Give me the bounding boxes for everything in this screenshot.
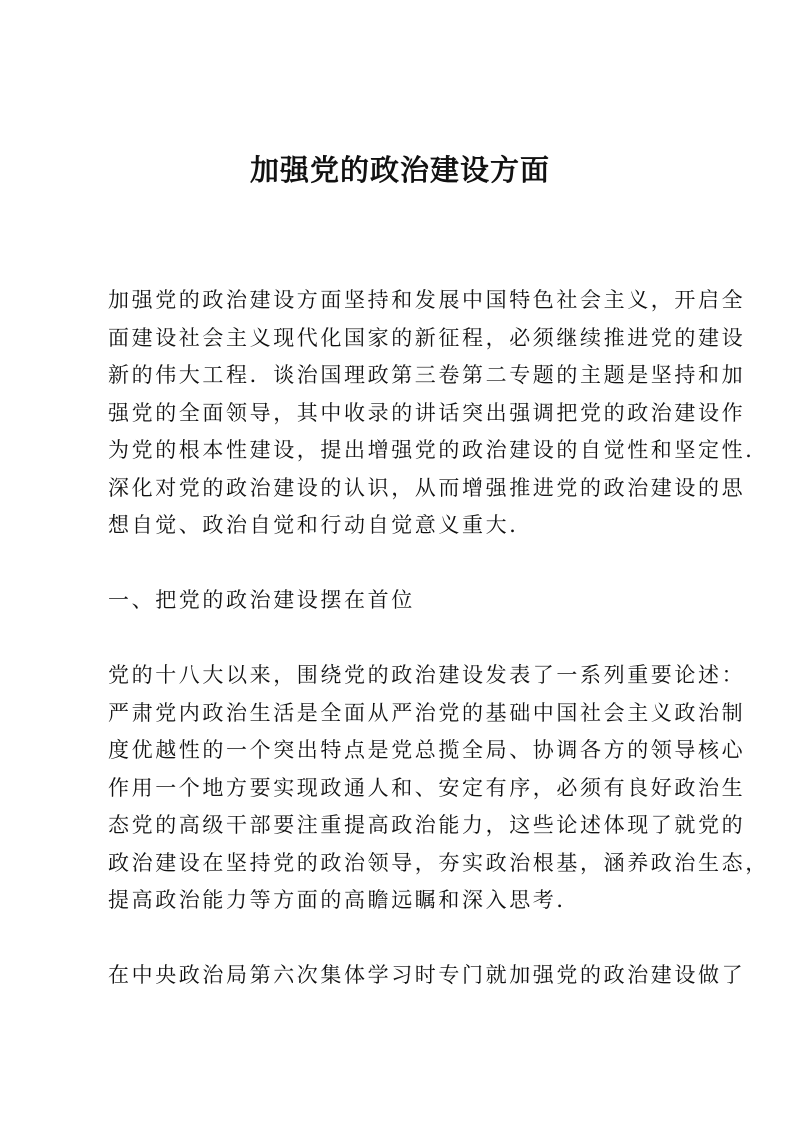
paragraph-line: 严肃党内政治生活是全面从严治党的基础中国社会主义政治制 [108, 700, 746, 725]
paragraph-line: 新的伟大工程．谈治国理政第三卷第二专题的主题是坚持和加 [108, 363, 746, 387]
paragraph-line: 态党的高级干部要注重提高政治能力，这些论述体现了就党的 [108, 813, 746, 837]
paragraph-line: 为党的根本性建设，提出增强党的政治建设的自觉性和坚定性． [108, 438, 769, 462]
paragraph-line: 在中央政治局第六次集体学习时专门就加强党的政治建设做了 [108, 963, 746, 987]
paragraph-line: 政治建设在坚持党的政治领导，夯实政治根基，涵养政治生态， [108, 850, 769, 875]
paragraph-line: 想自觉、政治自觉和行动自觉意义重大． [108, 513, 533, 537]
body-paragraph [108, 657, 769, 920]
paragraph-line: 党的十八大以来，围绕党的政治建设发表了一系列重要论述： [108, 663, 746, 687]
body-paragraph [108, 957, 746, 995]
document-title: 加强党的政治建设方面 [249, 153, 550, 187]
paragraph-line: 度优越性的一个突出特点是党总揽全局、协调各方的领导核心 [108, 738, 746, 762]
paragraph-line: 强党的全面领导，其中收录的讲话突出强调把党的政治建设作 [108, 400, 746, 425]
intro-paragraph [108, 282, 769, 545]
paragraph-line: 面建设社会主义现代化国家的新征程，必须继续推进党的建设 [108, 325, 746, 350]
section-heading [108, 582, 708, 620]
paragraph-line: 加强党的政治建设方面坚持和发展中国特色社会主义，开启全 [108, 288, 746, 312]
section-heading-text: 一、把党的政治建设摆在首位 [108, 588, 415, 612]
paragraph-line: 作用一个地方要实现政通人和、安定有序，必须有良好政治生 [108, 775, 746, 800]
paragraph-line: 提高政治能力等方面的高瞻远瞩和深入思考． [108, 888, 580, 912]
paragraph-line: 深化对党的政治建设的认识，从而增强推进党的政治建设的思 [108, 475, 746, 500]
